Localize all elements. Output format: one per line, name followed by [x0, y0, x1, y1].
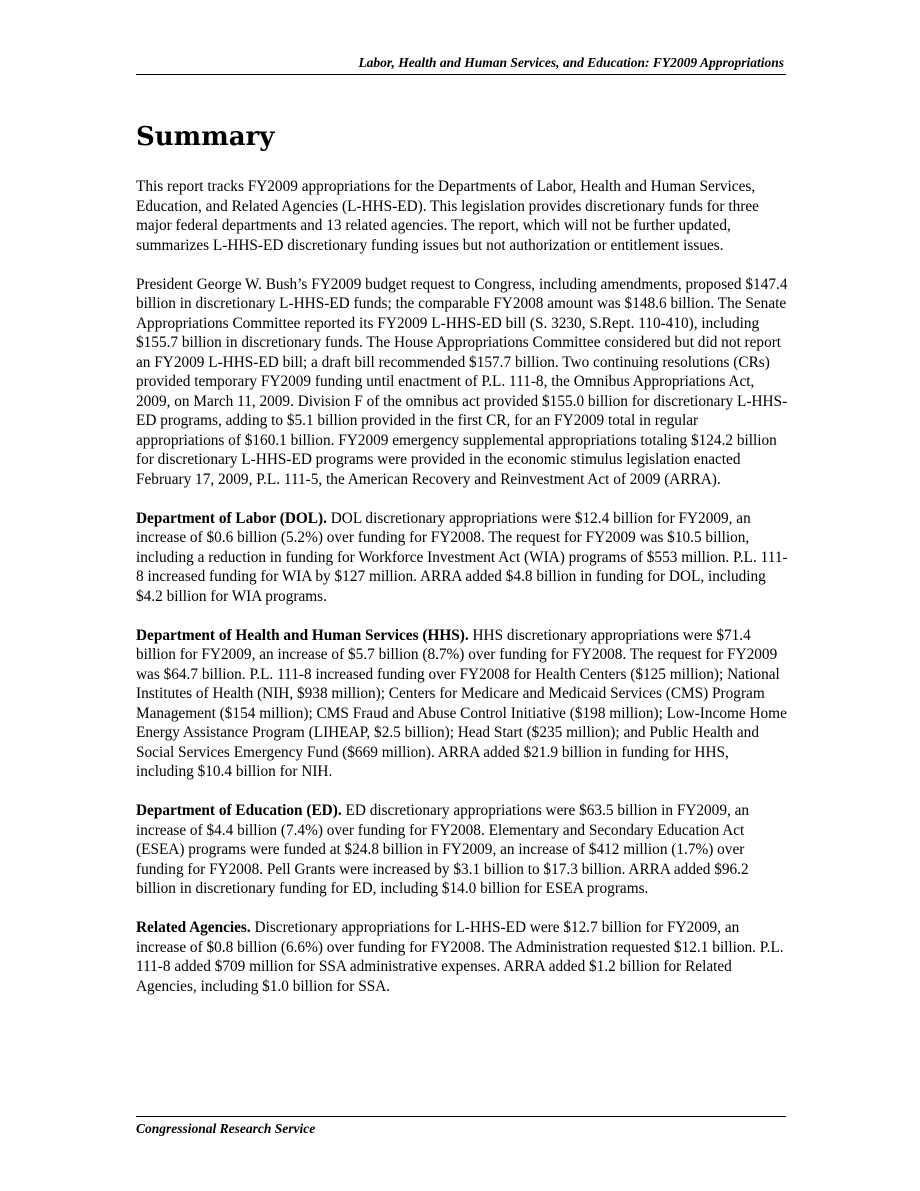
page-title: Summary: [136, 122, 275, 152]
paragraph-text: Discretionary appropriations for L-HHS-ED were $12.7 billion for FY2009, an increase of $0.8 billion (6.6%) over funding for FY2008. The Administration requested $12.1 billion. P.L. 111-8 added $709 million for SSA administrative expenses. ARRA added $1.2 billion for Related Agencies, including $1.0 billion for SSA.: [136, 919, 784, 995]
header-divider: [136, 74, 786, 75]
paragraph-text: This report tracks FY2009 appropriations for the Departments of Labor, Health and Human Services, Education, and Related Agencies (L-HHS-ED). This legislation provides discretionary funds for three major federal departments and 13 related agencies. The report, which will not be further updated, summarizes L-HHS-ED discretionary funding issues but not authorization or entitlement issues.: [136, 178, 759, 254]
running-header-title: Labor, Health and Human Services, and Education: FY2009 Appropriations: [358, 55, 784, 70]
footer-divider: [136, 1116, 786, 1117]
paragraph-dol: [136, 509, 788, 607]
paragraph-related-agencies: [136, 918, 788, 996]
paragraph-text: President George W. Bush’s FY2009 budget request to Congress, including amendments, proposed $147.4 billion in discretionary L-HHS-ED funds; the comparable FY2008 amount was $148.6 billion. The Senate Appropriations Committee reported its FY2009 L-HHS-ED bill (S. 3230, S.Rept. 110-410), including $155.7 billion in discretionary funds. The House Appropriations Committee considered but did not report an FY2009 L-HHS-ED bill; a draft bill recommended $157.7 billion. Two continuing resolutions (CRs) provided temporary FY2009 funding until enactment of P.L. 111-8, the Omnibus Appropriations Act, 2009, on March 11, 2009. Division F of the omnibus act provided $155.0 billion for discretionary L-HHS-ED programs, adding to $5.1 billion provided in the first CR, for an FY2009 total in regular appropriations of $160.1 billion. FY2009 emergency supplemental appropriations totaling $124.2 billion for discretionary L-HHS-ED programs were provided in the economic stimulus legislation enacted February 17, 2009, P.L. 111-5, the American Recovery and Reinvestment Act of 2009 (ARRA).: [136, 275, 788, 488]
paragraph-hhs: [136, 626, 788, 782]
paragraph-lead: Department of Education (ED).: [136, 802, 342, 819]
paragraph-text: DOL discretionary appropriations were $12.4 billion for FY2009, an increase of $0.6 billion (5.2%) over funding for FY2008. The request for FY2009 was $10.5 billion, including a reduction in funding for Workforce Investment Act (WIA) programs of $553 million. P.L. 111-8 increased funding for WIA by $127 million. ARRA added $4.8 billion in funding for DOL, including $4.2 billion for WIA programs.: [136, 509, 788, 605]
paragraph-ed: [136, 801, 788, 899]
paragraph-lead: Department of Health and Human Services (HHS).: [136, 626, 469, 644]
footer-publisher: Congressional Research Service: [136, 1121, 316, 1136]
paragraph-budget-overview: [136, 275, 788, 490]
paragraph-text: ED discretionary appropriations were $63.5 billion in FY2009, an increase of $4.4 billion (7.4%) over funding for FY2008. Elementary and Secondary Education Act (ESEA) programs were funded at $24.8 billion in FY2009, an increase of $412 million (1.7%) over funding for FY2008. Pell Grants were increased by $3.1 billion to $17.3 billion. ARRA added $96.2 billion in discretionary funding for ED, including $14.0 billion for ESEA programs.: [136, 802, 750, 897]
paragraph-text: HHS discretionary appropriations were $71.4 billion for FY2009, an increase of $5.7 billion (8.7%) over funding for FY2008. The request for FY2009 was $64.7 billion. P.L. 111-8 increased funding over FY2008 for Health Centers ($125 million); National Institutes of Health (NIH, $938 million); Centers for Medicare and Medicaid Services (CMS) Program Management ($154 million); CMS Fraud and Abuse Control Initiative ($198 million); Low-Income Home Energy Assistance Program (LIHEAP, $2.5 billion); Head Start ($235 million); and Public Health and Social Services Emergency Fund ($669 million). ARRA added $21.9 billion in funding for HHS, including $10.4 billion for NIH.: [136, 626, 787, 780]
paragraph-intro: [136, 177, 788, 255]
paragraph-lead: Related Agencies.: [136, 919, 251, 936]
summary-body: [136, 177, 788, 1016]
paragraph-lead: Department of Labor (DOL).: [136, 509, 327, 527]
